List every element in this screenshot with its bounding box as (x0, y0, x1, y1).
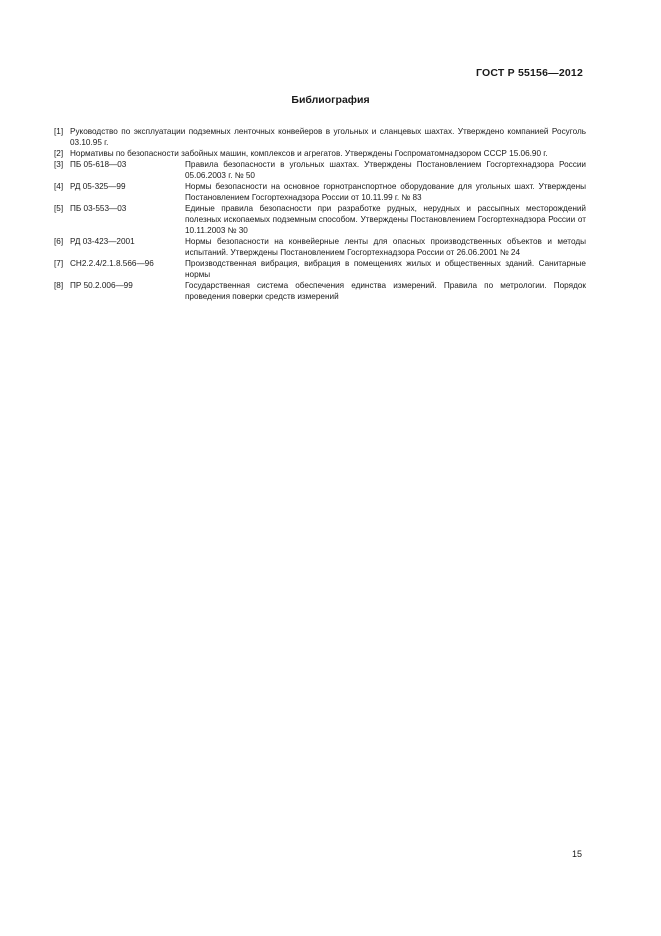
bibliography-entry (54, 258, 586, 280)
entry-number: [2] (54, 149, 64, 158)
bibliography-list (54, 126, 586, 302)
entry-code: ПБ 03-553—03 (70, 204, 127, 213)
entry-text: Руководство по эксплуатации подземных ленточных конвейеров в угольных и сланцевых шахтах. Утверждено компанией Росуголь 03.10.95 г. (70, 127, 586, 147)
bibliography-entry (54, 181, 586, 203)
bibliography-entry (54, 203, 586, 236)
document-code: ГОСТ Р 55156—2012 (475, 67, 583, 79)
entry-text: Государственная система обеспечения единства измерений. Правила по метрологии. Порядок проведения поверки средств измерений (185, 281, 586, 301)
bibliography-entry (54, 126, 586, 148)
bibliography-entry (54, 148, 586, 159)
entry-code: РД 03-423—2001 (70, 237, 135, 246)
entry-number: [6] (54, 237, 64, 246)
entry-text: Нормативы по безопасности забойных машин, комплексов и агрегатов. Утверждены Госпроматомнадзором СССР 15.06.90 г. (70, 149, 548, 158)
entry-text: Нормы безопасности на конвейерные ленты для опасных производственных объектов и методы испытаний. Утверждены Постановлением Госгортехнадзора России от 26.06.2001 № 24 (185, 237, 586, 257)
entry-text: Единые правила безопасности при разработке рудных, нерудных и рассыпных месторождений полезных ископаемых подземным способом. Утверждены Постановлением Госгортехнадзора России от 10.11.2003 № 30 (185, 204, 586, 235)
entry-number: [8] (54, 281, 64, 290)
bibliography-entry (54, 236, 586, 258)
entry-code: РД 05-325—99 (70, 182, 126, 191)
bibliography-entry (54, 159, 586, 181)
entry-number: [3] (54, 160, 64, 169)
entry-text: Нормы безопасности на основное горнотранспортное оборудование для угольных шахт. Утверждены Постановлением Госгортехнадзора России от 10.11.99 г. № 83 (185, 182, 586, 202)
entry-number: [7] (54, 259, 64, 268)
entry-number: [4] (54, 182, 64, 191)
entry-text: Правила безопасности в угольных шахтах. Утверждены Постановлением Госгортехнадзора России 05.06.2003 г. № 50 (185, 160, 586, 180)
entry-code: СН2.2.4/2.1.8.566—96 (70, 259, 154, 268)
page-title: Библиография (291, 94, 370, 106)
entry-code: ПБ 05-618—03 (70, 160, 127, 169)
page-number: 15 (571, 849, 582, 859)
entry-code: ПР 50.2.006—99 (70, 281, 133, 290)
entry-number: [1] (54, 127, 64, 136)
entry-number: [5] (54, 204, 64, 213)
entry-text: Производственная вибрация, вибрация в помещениях жилых и общественных зданий. Санитарные нормы (185, 259, 586, 279)
bibliography-entry (54, 280, 586, 302)
